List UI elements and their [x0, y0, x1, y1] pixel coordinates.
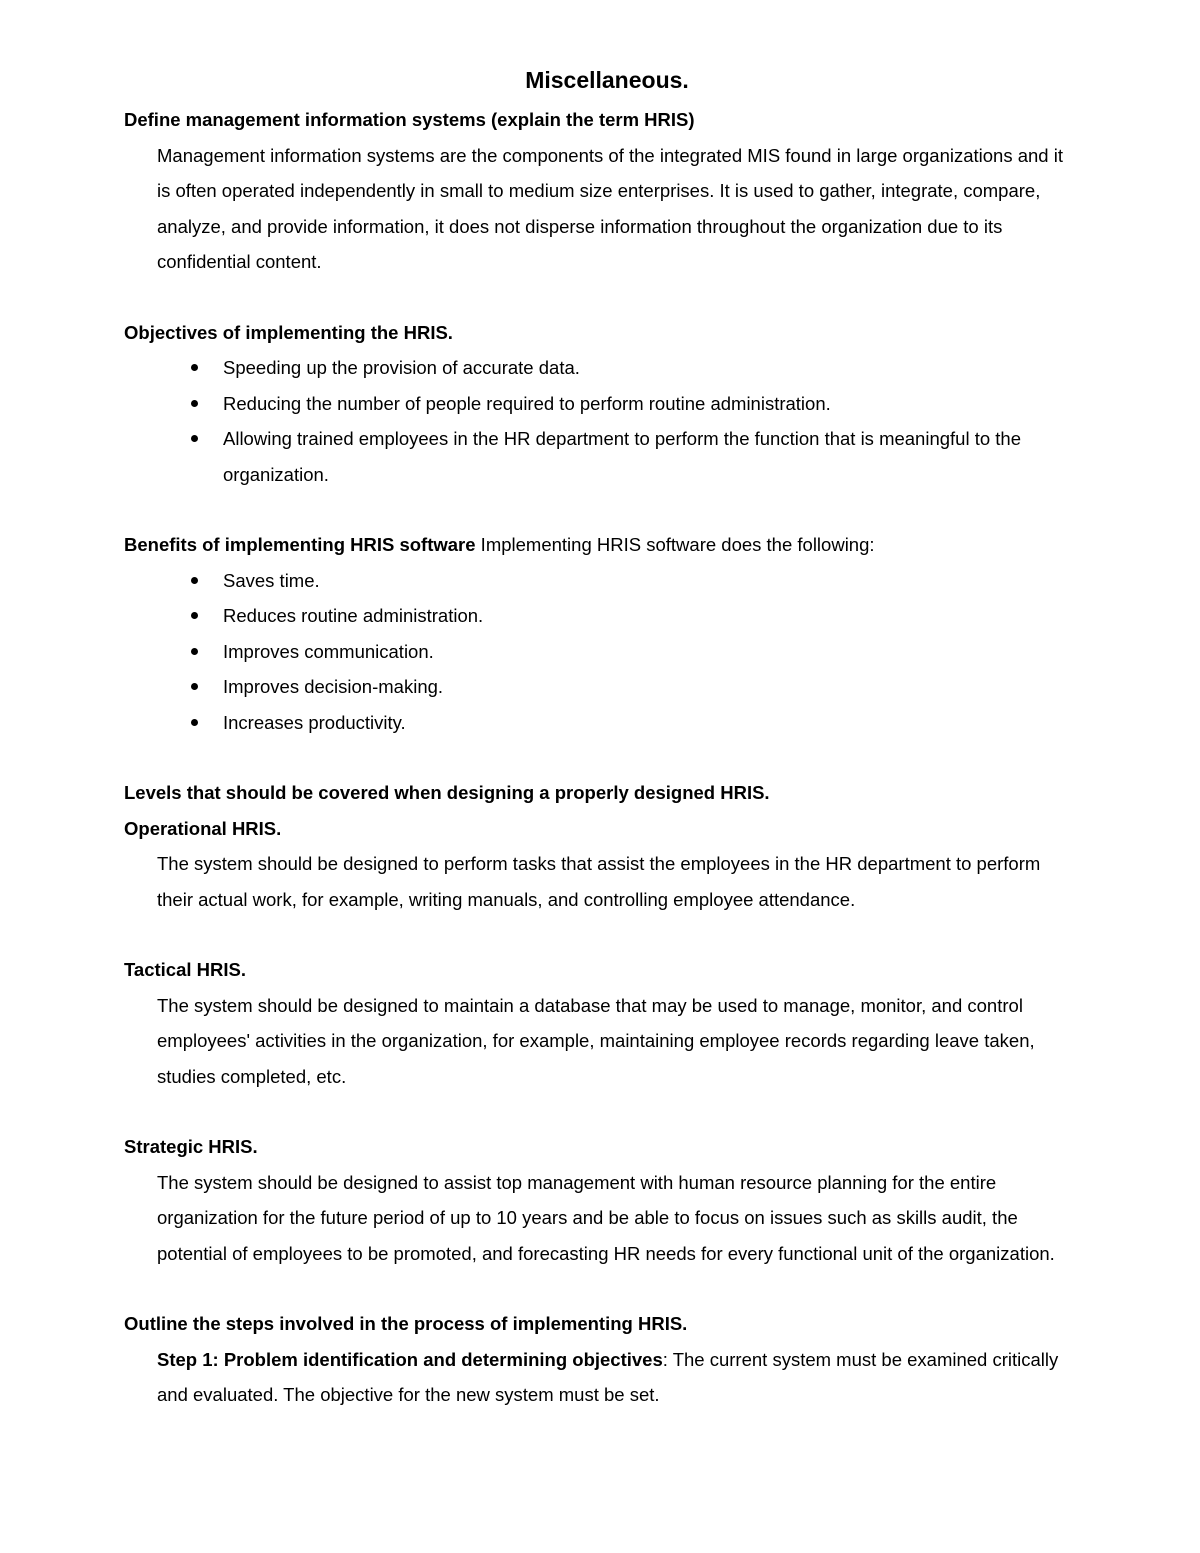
spacer	[124, 1094, 1080, 1129]
operational-heading: Operational HRIS.	[124, 817, 282, 839]
list-item: Saves time.	[223, 563, 1080, 599]
step1-body: : The current system must be examined critically and evaluated. The objective for the new system must be set.	[157, 1348, 1059, 1405]
spacer	[124, 1271, 1080, 1306]
document-title: Miscellaneous.	[525, 67, 689, 93]
list-item: Improves decision-making.	[223, 669, 1080, 705]
spacer	[124, 492, 1080, 527]
step1-paragraph	[157, 1342, 1080, 1413]
benefits-intro: Implementing HRIS software does the following:	[475, 534, 875, 555]
operational-body: The system should be designed to perform tasks that assist the employees in the HR department to perform their actual work, for example, writing manuals, and controlling employee attendance.	[157, 853, 1041, 910]
mis-heading: Define management information systems (explain the term HRIS)	[124, 109, 695, 130]
list-item: Improves communication.	[223, 634, 1080, 670]
step1-label: Step 1: Problem identification and determining objectives	[157, 1348, 663, 1370]
tactical-heading: Tactical HRIS.	[124, 959, 247, 980]
list-item: Reducing the number of people required to perform routine administration.	[223, 386, 1080, 422]
strategic-heading: Strategic HRIS.	[124, 1136, 258, 1157]
list-item: Speeding up the provision of accurate data.	[223, 350, 1080, 386]
spacer	[124, 280, 1080, 315]
objectives-heading: Objectives of implementing the HRIS.	[124, 321, 453, 343]
steps-heading: Outline the steps involved in the process of implementing HRIS.	[124, 1313, 688, 1334]
spacer	[124, 740, 1080, 775]
levels-heading: Levels that should be covered when designing a properly designed HRIS.	[124, 782, 770, 803]
spacer	[124, 917, 1080, 952]
tactical-body: The system should be designed to maintain a database that may be used to manage, monitor, and control employees' activities in the organization, for example, maintaining employee records regarding leave taken, studies completed, etc.	[157, 994, 1035, 1087]
list-item: Reduces routine administration.	[223, 598, 1080, 634]
strategic-body: The system should be designed to assist top management with human resource planning for the entire organization for the future period of up to 10 years and be able to focus on issues such as skills audit, the potential of employees to be promoted, and forecasting HR needs for every functional unit of the organization.	[157, 1171, 1055, 1264]
benefits-list	[124, 563, 1080, 741]
mis-body: Management information systems are the components of the integrated MIS found in large organizations and it is often operated independently in small to medium size enterprises. It is used to gather, integrate, compare, analyze, and provide information, it does not disperse information throughout the organization due to its confidential content.	[157, 144, 1063, 272]
list-item: Increases productivity.	[223, 705, 1080, 741]
benefits-heading: Benefits of implementing HRIS software	[124, 534, 476, 555]
list-item: Allowing trained employees in the HR department to perform the function that is meaningful to the organization.	[223, 421, 1080, 492]
benefits-heading-line	[124, 527, 1080, 563]
objectives-list	[124, 350, 1080, 492]
